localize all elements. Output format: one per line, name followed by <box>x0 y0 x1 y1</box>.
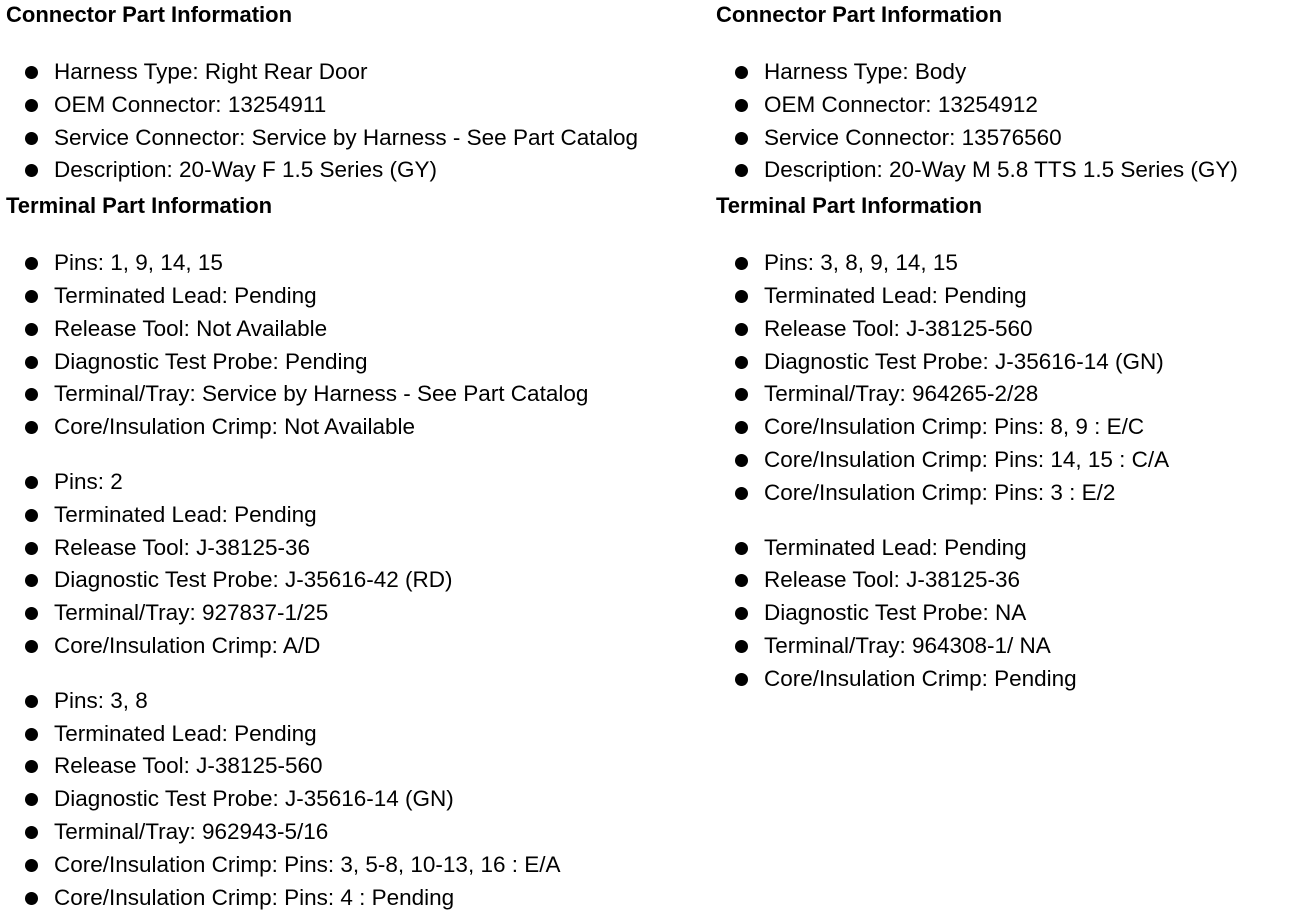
bullet-icon <box>25 892 38 905</box>
list-item <box>6 154 706 187</box>
list-item <box>6 499 706 532</box>
item-text: Terminal/Tray: 927837-1/25 <box>54 600 329 626</box>
terminal-heading: Terminal Part Information <box>6 193 273 219</box>
list-item <box>6 247 706 280</box>
item-text: Diagnostic Test Probe: J-35616-42 (RD) <box>54 567 453 593</box>
list-item <box>6 411 706 444</box>
item-text: Pins: 3, 8 <box>54 687 148 713</box>
list-item <box>6 882 706 915</box>
item-text: Release Tool: J-38125-560 <box>764 315 1033 341</box>
bullet-icon <box>25 760 38 773</box>
item-text: Description: 20-Way M 5.8 TTS 1.5 Series (GY) <box>764 157 1238 183</box>
list-item <box>6 783 706 816</box>
bullet-icon <box>25 728 38 741</box>
item-text: Core/Insulation Crimp: Pins: 3, 5-8, 10-13, 16 : E/A <box>54 851 561 877</box>
bullet-icon <box>25 793 38 806</box>
list-item <box>716 346 1306 379</box>
bullet-icon <box>735 487 748 500</box>
item-text: Diagnostic Test Probe: Pending <box>54 348 368 374</box>
list-item <box>716 597 1306 630</box>
list-item <box>716 280 1306 313</box>
connector-heading: Connector Part Information <box>716 2 1003 27</box>
list-item <box>716 154 1306 187</box>
list-item <box>716 477 1306 510</box>
bullet-icon <box>25 640 38 653</box>
terminal-group-list <box>716 247 1306 509</box>
list-item <box>716 89 1306 122</box>
item-text: Terminated Lead: Pending <box>54 501 317 527</box>
list-item <box>6 849 706 882</box>
item-text: Diagnostic Test Probe: J-35616-14 (GN) <box>764 348 1164 374</box>
item-text: Core/Insulation Crimp: Pins: 14, 15 : C/A <box>764 446 1170 472</box>
list-item <box>6 89 706 122</box>
list-item <box>716 630 1306 663</box>
list-item <box>716 122 1306 155</box>
bullet-icon <box>25 388 38 401</box>
bullet-icon <box>735 66 748 79</box>
bullet-icon <box>735 454 748 467</box>
list-item <box>6 564 706 597</box>
list-item <box>716 411 1306 444</box>
bullet-icon <box>25 859 38 872</box>
bullet-icon <box>25 509 38 522</box>
item-text: Diagnostic Test Probe: NA <box>764 600 1027 626</box>
connector-info-list <box>716 56 1306 187</box>
bullet-icon <box>735 542 748 555</box>
bullet-icon <box>735 673 748 686</box>
item-text: OEM Connector: 13254912 <box>764 91 1038 117</box>
bullet-icon <box>25 323 38 336</box>
item-text: Service Connector: 13576560 <box>764 124 1062 150</box>
item-text: Terminated Lead: Pending <box>764 534 1027 560</box>
list-item <box>6 597 706 630</box>
list-item <box>716 564 1306 597</box>
item-text: Diagnostic Test Probe: J-35616-14 (GN) <box>54 786 454 812</box>
bullet-icon <box>25 542 38 555</box>
item-text: Terminal/Tray: 964265-2/28 <box>764 381 1039 407</box>
bullet-icon <box>735 388 748 401</box>
list-item <box>716 247 1306 280</box>
bullet-icon <box>735 290 748 303</box>
bullet-icon <box>25 356 38 369</box>
item-text: Terminated Lead: Pending <box>54 282 317 308</box>
bullet-icon <box>25 99 38 112</box>
list-item <box>6 122 706 155</box>
bullet-icon <box>735 640 748 653</box>
item-text: Terminated Lead: Pending <box>54 720 317 746</box>
item-text: OEM Connector: 13254911 <box>54 91 327 117</box>
list-item <box>6 280 706 313</box>
list-item <box>6 750 706 783</box>
left-connector-column <box>6 0 706 914</box>
connector-heading: Connector Part Information <box>6 2 293 27</box>
bullet-icon <box>25 826 38 839</box>
item-text: Core/Insulation Crimp: Pins: 3 : E/2 <box>764 479 1116 505</box>
bullet-icon <box>735 132 748 145</box>
item-text: Terminal/Tray: 962943-5/16 <box>54 818 329 844</box>
bullet-icon <box>735 323 748 336</box>
item-text: Pins: 2 <box>54 468 123 494</box>
item-text: Release Tool: J-38125-36 <box>54 534 311 560</box>
list-item <box>6 532 706 565</box>
item-text: Terminal/Tray: 964308-1/ NA <box>764 632 1051 658</box>
item-text: Harness Type: Body <box>764 59 967 84</box>
item-text: Description: 20-Way F 1.5 Series (GY) <box>54 157 438 183</box>
list-item <box>6 630 706 663</box>
terminal-group-list <box>716 532 1306 696</box>
item-text: Release Tool: Not Available <box>54 315 328 341</box>
bullet-icon <box>25 607 38 620</box>
terminal-heading: Terminal Part Information <box>716 193 983 219</box>
list-item <box>716 663 1306 696</box>
list-item <box>6 56 706 89</box>
bullet-icon <box>735 164 748 177</box>
list-item <box>716 56 1306 89</box>
bullet-icon <box>25 574 38 587</box>
item-text: Pins: 1, 9, 14, 15 <box>54 250 223 276</box>
list-item <box>716 313 1306 346</box>
bullet-icon <box>735 356 748 369</box>
bullet-icon <box>735 607 748 620</box>
bullet-icon <box>25 695 38 708</box>
bullet-icon <box>735 421 748 434</box>
right-connector-column <box>716 0 1306 696</box>
item-text: Core/Insulation Crimp: Pins: 8, 9 : E/C <box>764 414 1145 440</box>
item-text: Core/Insulation Crimp: Not Available <box>54 414 416 440</box>
item-text: Core/Insulation Crimp: A/D <box>54 632 321 658</box>
bullet-icon <box>25 476 38 489</box>
item-text: Release Tool: J-38125-560 <box>54 753 323 779</box>
item-text: Service Connector: Service by Harness - See Part Catalog <box>54 124 639 150</box>
bullet-icon <box>735 99 748 112</box>
item-text: Harness Type: Right Rear Door <box>54 59 368 84</box>
bullet-icon <box>25 257 38 270</box>
bullet-icon <box>735 257 748 270</box>
terminal-group-list <box>6 247 706 444</box>
list-item <box>716 444 1306 477</box>
item-text: Core/Insulation Crimp: Pending <box>764 665 1077 691</box>
bullet-icon <box>25 66 38 79</box>
item-text: Terminal/Tray: Service by Harness - See Part Catalog <box>54 381 589 407</box>
item-text: Terminated Lead: Pending <box>764 282 1027 308</box>
item-text: Core/Insulation Crimp: Pins: 4 : Pending <box>54 884 455 910</box>
list-item <box>6 466 706 499</box>
list-item <box>6 346 706 379</box>
list-item <box>716 532 1306 565</box>
bullet-icon <box>25 421 38 434</box>
terminal-group-list <box>6 466 706 663</box>
item-text: Pins: 3, 8, 9, 14, 15 <box>764 250 958 276</box>
connector-info-list <box>6 56 706 187</box>
bullet-icon <box>735 574 748 587</box>
list-item <box>6 685 706 718</box>
terminal-group-list <box>6 685 706 915</box>
list-item <box>6 816 706 849</box>
bullet-icon <box>25 290 38 303</box>
bullet-icon <box>25 132 38 145</box>
bullet-icon <box>25 164 38 177</box>
list-item <box>6 313 706 346</box>
list-item <box>6 718 706 751</box>
list-item <box>6 378 706 411</box>
list-item <box>716 378 1306 411</box>
item-text: Release Tool: J-38125-36 <box>764 567 1021 593</box>
